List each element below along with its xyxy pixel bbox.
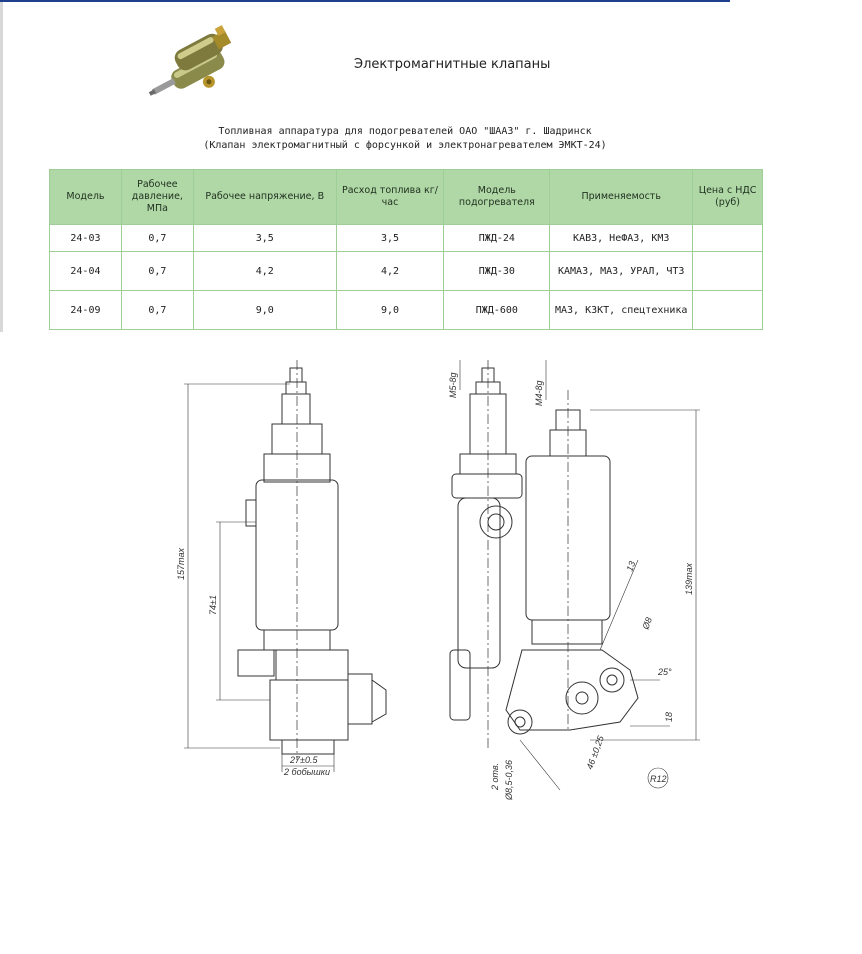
- valve-photo: [140, 20, 260, 110]
- table-cell: КАВЗ, НеФАЗ, КМЗ: [550, 225, 693, 252]
- dim-2otv: 2 отв.: [490, 762, 500, 790]
- dim-mid: 74±1: [208, 595, 218, 615]
- table-cell: ПЖД-30: [444, 252, 550, 291]
- table-cell: 24-09: [50, 291, 122, 330]
- table-cell: 3,5: [336, 225, 444, 252]
- table-cell: 9,0: [193, 291, 336, 330]
- dim-25deg: 25°: [658, 667, 672, 677]
- col-header: Рабочее напряжение, В: [193, 170, 336, 225]
- dim-hole: Ø8,5-0,36: [504, 759, 514, 800]
- table-cell: ПЖД-600: [444, 291, 550, 330]
- table-cell: 4,2: [336, 252, 444, 291]
- dim-height-right: 139max: [684, 562, 694, 595]
- col-header: Применяемость: [550, 170, 693, 225]
- table-header-row: [50, 170, 763, 225]
- dim-base: 27±0.5: [290, 755, 318, 765]
- col-header: Модель подогревателя: [444, 170, 550, 225]
- table-cell: [693, 291, 763, 330]
- table-cell: 0,7: [121, 252, 193, 291]
- table-row: [50, 225, 763, 252]
- page-subtitle: [140, 125, 670, 153]
- table-cell: МАЗ, КЗКТ, спецтехника: [550, 291, 693, 330]
- col-header: Цена с НДС (руб): [693, 170, 763, 225]
- col-header: Расход топлива кг/час: [336, 170, 444, 225]
- table-cell: 4,2: [193, 252, 336, 291]
- table-cell: 0,7: [121, 225, 193, 252]
- spec-table: [49, 169, 763, 330]
- dim-base-note: 2 бобышки: [284, 767, 330, 777]
- table-cell: [693, 225, 763, 252]
- top-rule: [0, 0, 730, 2]
- left-view: [184, 360, 386, 772]
- page-title: Электромагнитные клапаны: [354, 57, 551, 72]
- table-cell: [693, 252, 763, 291]
- subtitle-line-2: (Клапан электромагнитный с форсункой и электронагревателем ЭМКТ-24): [203, 140, 607, 151]
- table-cell: ПЖД-24: [444, 225, 550, 252]
- thread-top-left: M5-8g: [448, 372, 458, 398]
- technical-drawing: [160, 350, 720, 805]
- table-cell: 24-04: [50, 252, 122, 291]
- table-cell: 9,0: [336, 291, 444, 330]
- table-cell: 0,7: [121, 291, 193, 330]
- dim-18: 18: [664, 711, 674, 722]
- dim-r12: R12: [650, 774, 667, 784]
- table-cell: КАМАЗ, МАЗ, УРАЛ, ЧТЗ: [550, 252, 693, 291]
- dim-13: 13: [624, 559, 638, 573]
- col-header: Модель: [50, 170, 122, 225]
- table-cell: 24-03: [50, 225, 122, 252]
- dim-d8: Ø8: [640, 615, 654, 631]
- col-header: Рабочее давление, МПа: [121, 170, 193, 225]
- thread-top-right: M4-8g: [534, 380, 544, 406]
- table-row: [50, 291, 763, 330]
- dim-height-left: 157max: [176, 547, 186, 580]
- table-row: [50, 252, 763, 291]
- right-view: [450, 360, 700, 790]
- dim-46: 46 ±0,25: [584, 734, 606, 771]
- subtitle-line-1: Топливная аппаратура для подогревателей ОАО "ШААЗ" г. Шадринск: [218, 126, 592, 137]
- table-cell: 3,5: [193, 225, 336, 252]
- left-edge-bar: [0, 2, 3, 332]
